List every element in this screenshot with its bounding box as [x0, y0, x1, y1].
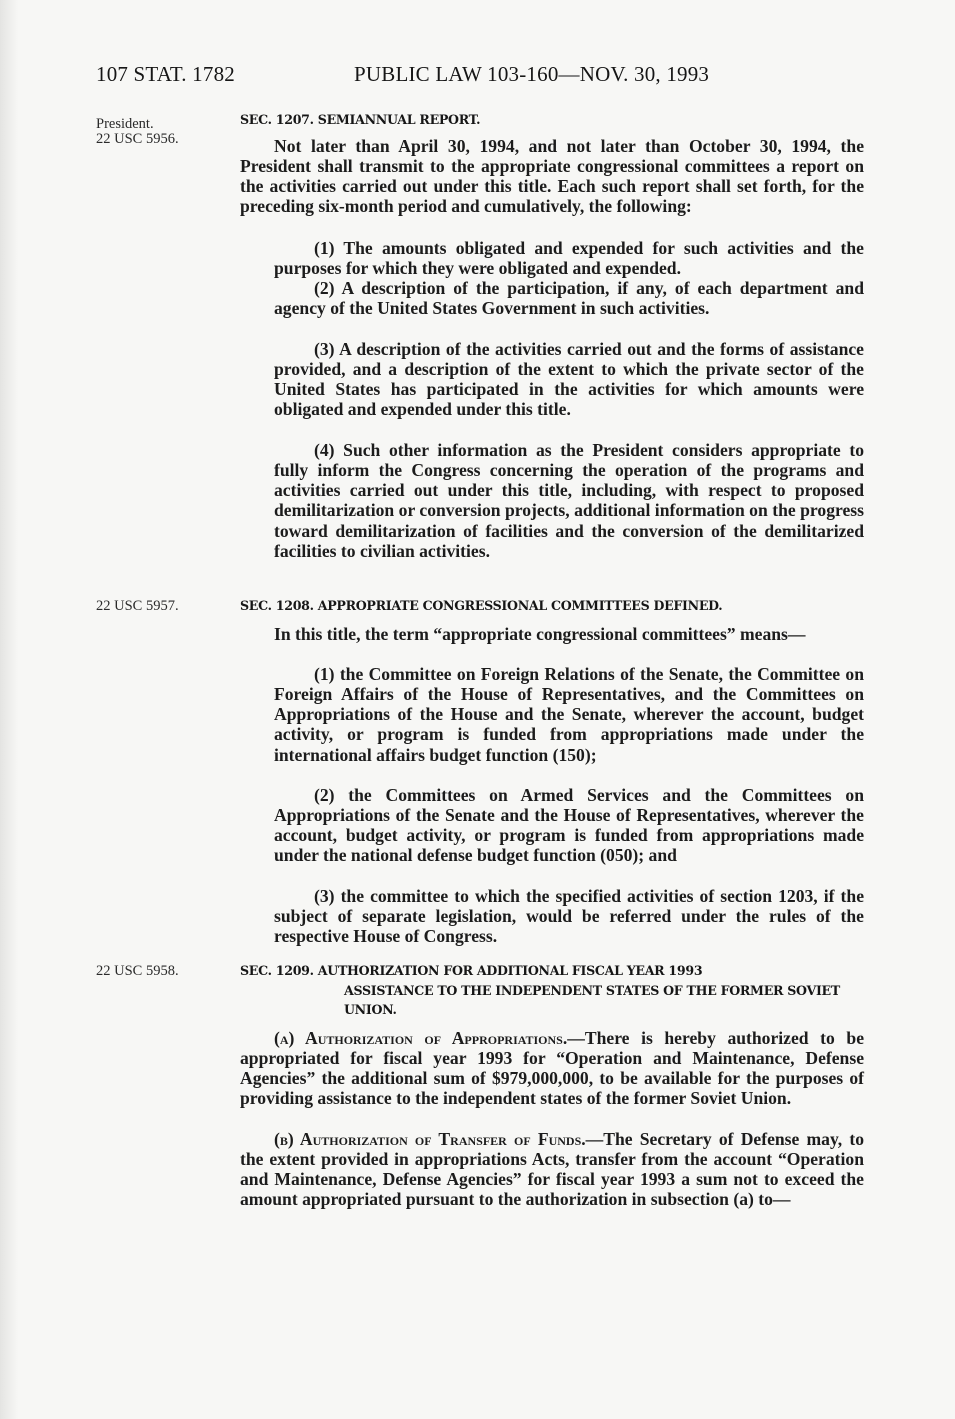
subsection-b-caption: (b) Authorization of Transfer of Funds.: [274, 1129, 586, 1149]
scan-edge: [0, 0, 18, 1419]
margin-note-usc-5956: 22 USC 5956.: [96, 131, 179, 147]
margin-note-president: President.: [96, 116, 154, 132]
sec-1207-item-1: (1) The amounts obligated and expended for such activities and the purposes for which they were obligated and expended.: [274, 238, 864, 279]
sec-1208-intro: In this title, the term “appropriate congressional committees” means—: [274, 624, 806, 644]
subsection-b-text: —The Secretary of Defense may, to the extent provided in appropriations Acts, transfer from the account “Operation and Maintenance, Defense Agencies” for fiscal year 1993 a sum not to exceed the amount appropriated pursuant to the authorization in subsection (a) to—: [240, 1129, 864, 1210]
sec-1209-subsection-a: [240, 1028, 864, 1109]
sec-1207-intro: Not later than April 30, 1994, and not later than October 30, 1994, the President shall transmit to the appropriate congressional committees a report on the activities carried out under this title. Each such report shall set forth, for the preceding six-month period and cumulatively, the following:: [240, 136, 864, 217]
margin-note-usc-5957: 22 USC 5957.: [96, 598, 179, 614]
sec-1207-item-2: (2) A description of the participation, if any, of each department and agency of the United States Government in such activities.: [274, 278, 864, 319]
subsection-a-text: —There is hereby authorized to be appropriated for fiscal year 1993 for “Operation and Maintenance, Defense Agencies” the additional sum of $979,000,000, to be available for the purposes of providing assistance to the independent states of the former Soviet Union.: [240, 1028, 865, 1109]
sec-1207-heading: SEC. 1207. SEMIANNUAL REPORT.: [240, 112, 481, 127]
sec-1209-heading-line-2: ASSISTANCE TO THE INDEPENDENT STATES OF THE FORMER SOVIET UNION.: [344, 983, 840, 1017]
sec-1208-heading: SEC. 1208. APPROPRIATE CONGRESSIONAL COMMITTEES DEFINED.: [240, 598, 723, 613]
subsection-a-caption: (a) Authorization of Appropriations.: [274, 1028, 568, 1048]
page-stat-number: 107 STAT. 1782: [96, 62, 235, 86]
page-law-title: PUBLIC LAW 103-160—NOV. 30, 1993: [354, 62, 710, 86]
sec-1208-item-1: (1) the Committee on Foreign Relations of the Senate, the Committee on Foreign Affairs of the House of Representatives, and the Committees on Appropriations of the House and the Senate, wherever the account, budget activity, or program is funded from appropriations made under the international affairs budget function (150);: [274, 664, 864, 765]
sec-1207-item-3: (3) A description of the activities carried out and the forms of assistance provided, and a description of the extent to which the private sector of the United States has participated in the activities for which amounts were obligated and expended under this title.: [274, 339, 864, 420]
sec-1208-item-2: (2) the Committees on Armed Services and the Committees on Appropriations of the Senate and the House of Representatives, wherever the account, budget activity, or program is funded from appropriations made under the national defense budget function (050); and: [274, 785, 864, 866]
sec-1208-item-3: (3) the committee to which the specified activities of section 1203, if the subject of separate legislation, would be referred under the rules of the respective House of Congress.: [274, 886, 864, 947]
margin-note-usc-5958: 22 USC 5958.: [96, 963, 179, 979]
sec-1209-heading-line-1: SEC. 1209. AUTHORIZATION FOR ADDITIONAL FISCAL YEAR 1993: [240, 963, 703, 978]
sec-1207-item-4: (4) Such other information as the President considers appropriate to fully inform the Congress concerning the operation of the programs and activities carried out under this title, including, with respect to proposed demilitarization or conversion projects, additional information on the progress toward demilitarization of facilities and the conversion of the demilitarized facilities to civilian activities.: [274, 440, 864, 561]
sec-1209-subsection-b: [240, 1129, 864, 1210]
